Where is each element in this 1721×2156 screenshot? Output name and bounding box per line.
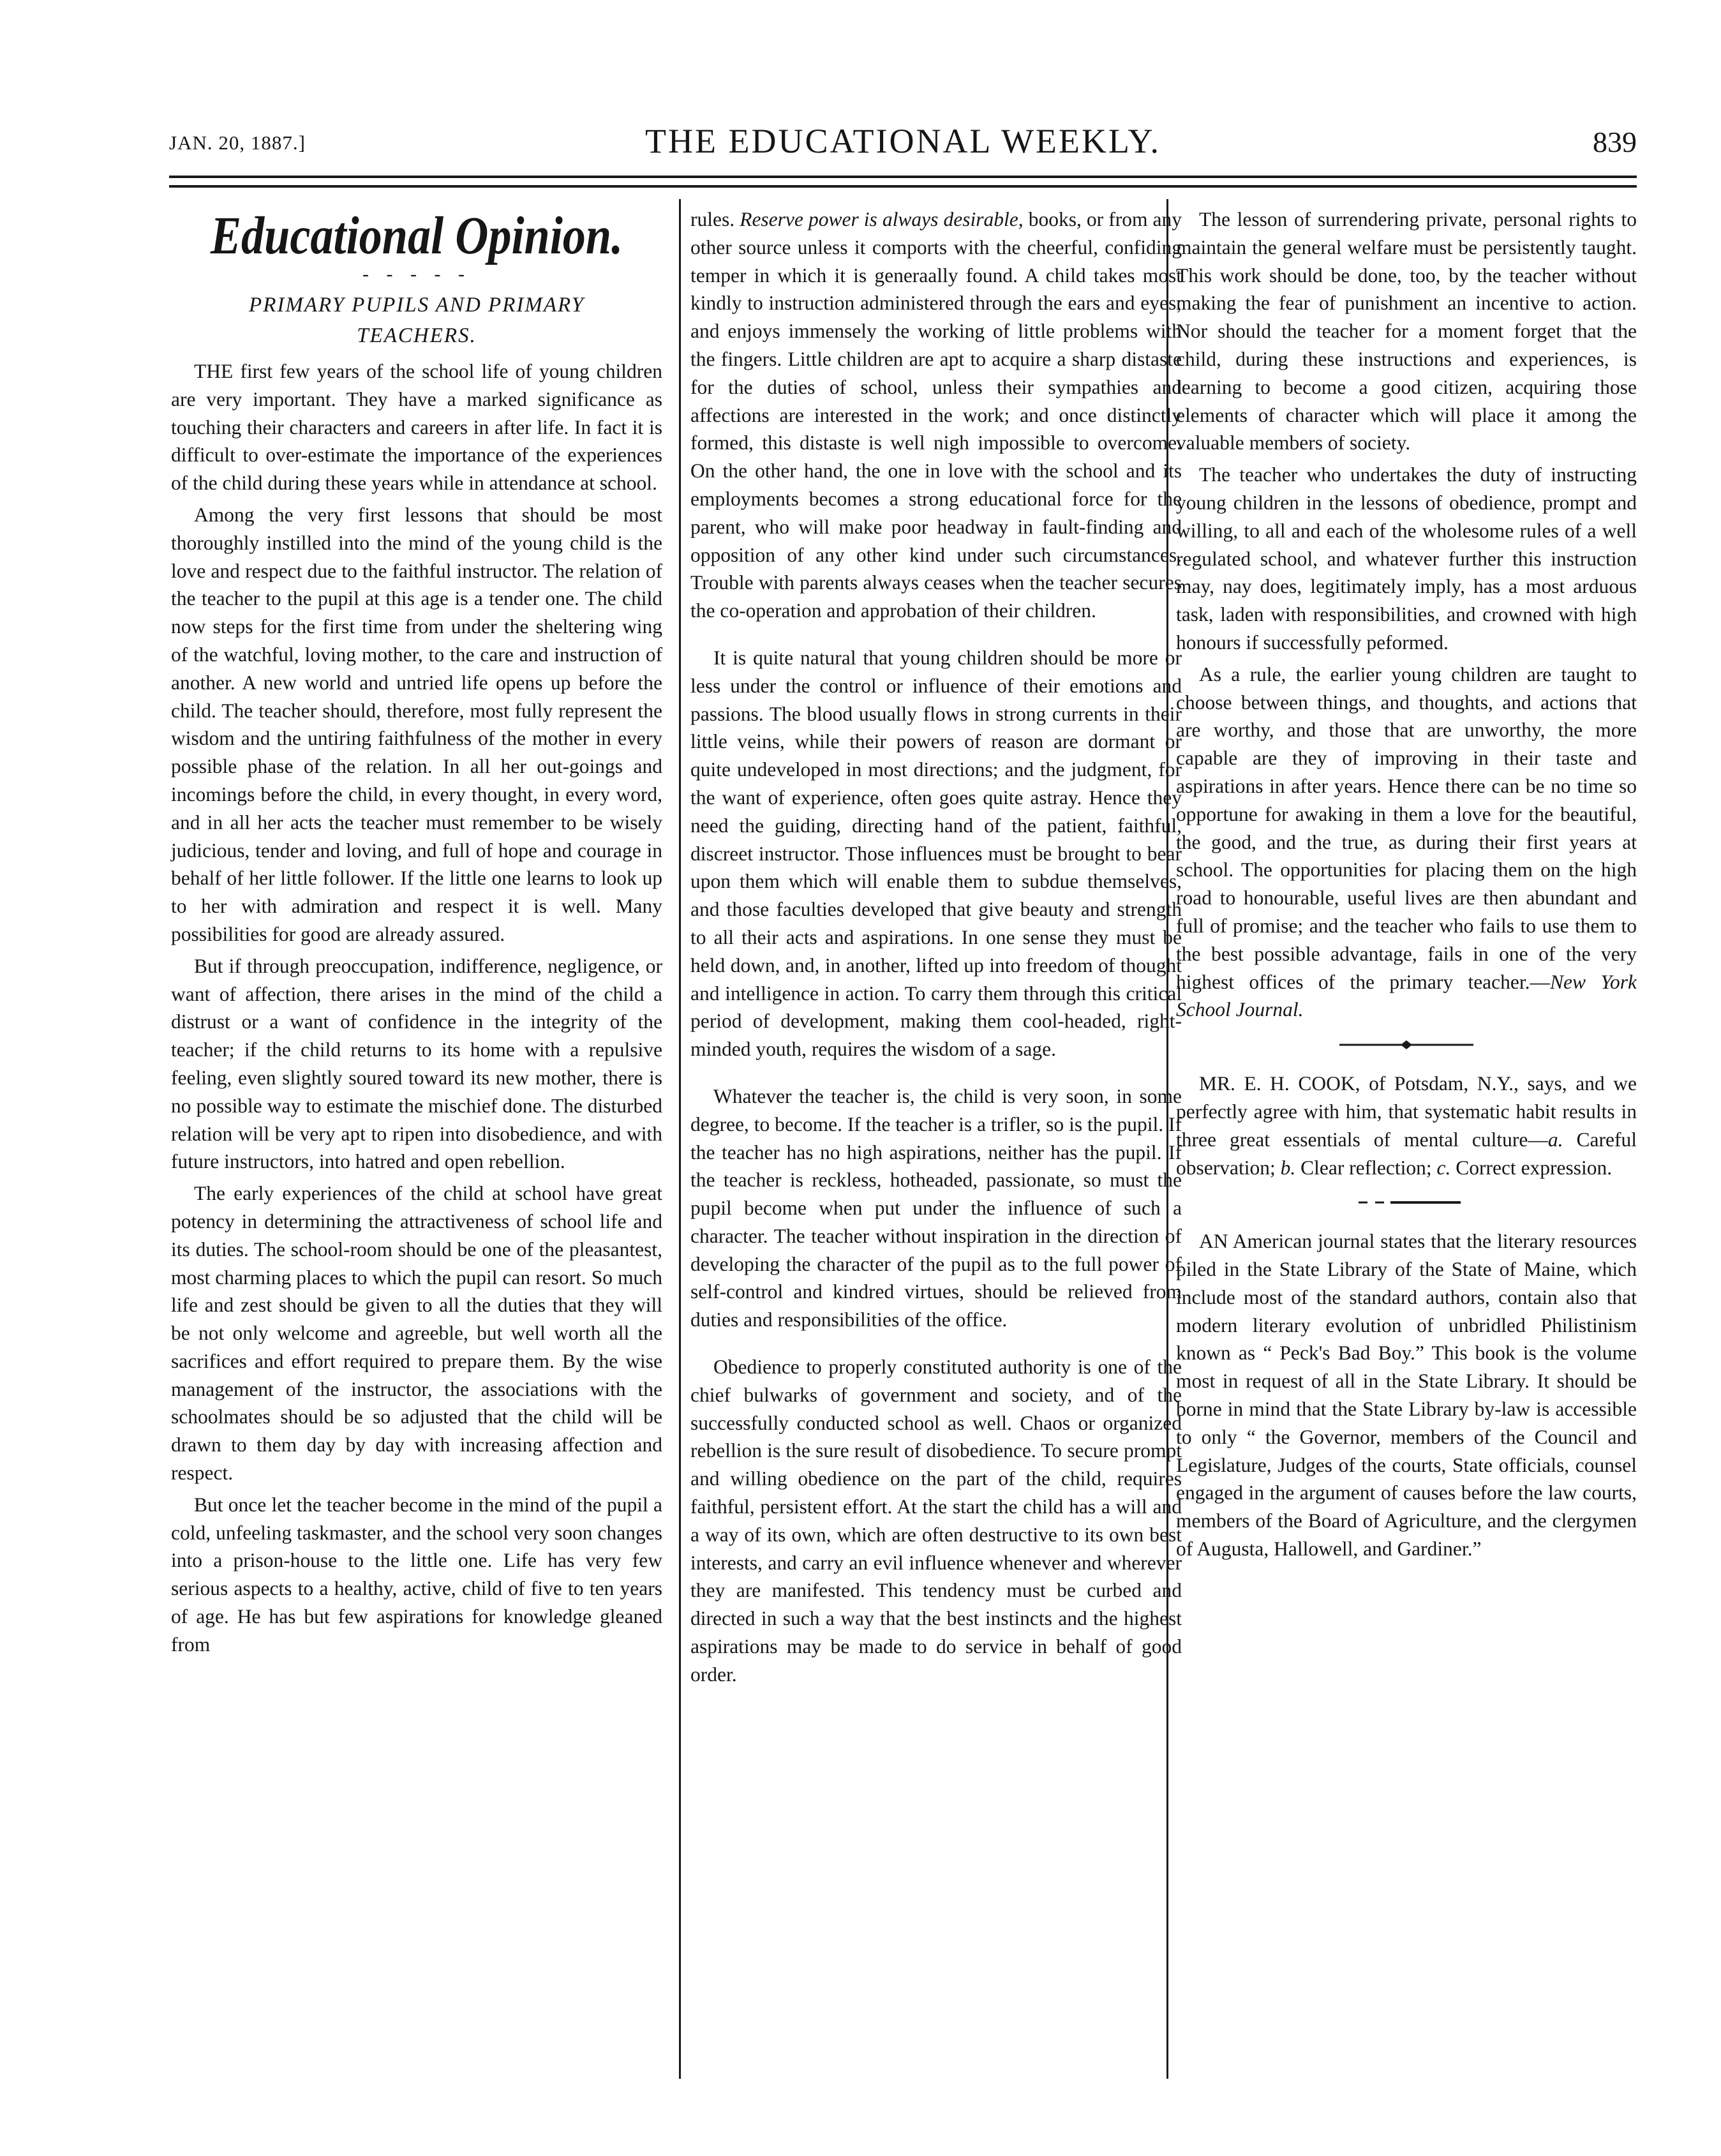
article-paragraph: THE first few years of the school life of young children are very important. They have a marked significance as touching their characters and careers in after life. In fact it is difficult to over-estimate the importance of the experiences of the child during these years while in attendance at school. — [171, 360, 662, 495]
page-header — [169, 121, 1637, 166]
article-paragraph: The early experiences of the child at school have great potency in determining the attractiveness of school life and its duties. The school-room should be one of the pleasantest, most charming places to which the pupil can resort. So much life and zest should be given to all the duties that they will be not only welcome and agreeble, but well worth all the sacrifices and effort required to prepare them. By the wise management of the instructor, the associations with the schoolmates should be so adjusted that the child will be drawn to them day by day with increasing affection and respect. — [171, 1182, 662, 1485]
article-paragraph: The lesson of surrendering private, personal rights to maintain the general welfare must be persistently taught. This work should be done, too, by the teacher without making the fear of punishment an incentive to action. Nor should the teacher for a moment forget that the child, during these instructions and experiences, is learning to become a good citizen, acquiring those elements of character which will place it among the valuable members of society. — [1176, 208, 1637, 454]
section-dashes: - - - - - — [362, 264, 471, 285]
article-paragraph: The teacher who undertakes the duty of instructing young children in the lessons of obedience, prompt and willing, to all and each of the wholesome rules of a well regulated school, and whatever further this instruction may, nay does, legitimately imply, has a most arduous task, laden with responsibilities, and crowned with high honours if successfully peformed. — [1176, 463, 1637, 654]
column-2 — [690, 206, 1182, 1693]
article-title — [171, 290, 662, 351]
article-title-line-2: TEACHERS. — [357, 324, 477, 347]
article-paragraph-continued: rules. Reserve power is always desirable, books, or from any other source unless it comports with the cheerful, confiding temper in which it is generaally found. A child takes most kindly to instruction administered through the ears and eyes; and enjoys immensely the working of little problems with the fingers. Little children are apt to acquire a sharp distaste for the duties of school, unless their sympathies and affections are interested in the work; and once distinctly formed, this distaste is well nigh impossible to overcome. On the other hand, the one in love with the school and its employments becomes a strong educational force for the parent, who will make poor headway in fault-finding and opposition of any other kind under such circumstances. Trouble with parents always ceases when the teacher secures the co-operation and approbation of their children. — [690, 208, 1182, 622]
ornamental-separator — [1339, 1039, 1473, 1051]
article-paragraph: Obedience to properly constituted authority is one of the chief bulwarks of government and society, and of the successfully conducted school as well. Chaos or organized rebellion is the sure result of disobedience. To secure prompt and willing obedience on the part of the child, requires faithful, persistent effort. At the start the child has a will and a way of its own, which are often destructive to its own best interests, and carry an evil influence whenever and wherever they are manifested. This tendency must be curbed and directed in such a way that the best instincts and the highest aspirations may be made to do service in behalf of good order. — [690, 1356, 1182, 1686]
article-title-line-1: PRIMARY PUPILS AND PRIMARY — [249, 294, 585, 317]
article-paragraph: It is quite natural that young children should be more or less under the control or influence of their emotions and passions. The blood usually flows in strong currents in their little veins, while their powers of reason are dormant or quite undeveloped in most directions; and the judgment, for the want of experience, often goes quite astray. Hence they need the guiding, directing hand of the patient, faithful, discreet instructor. Those influences must be brought to bear upon them which will enable them to subdue themselves, and those faculties developed that give beauty and strength to all their acts and aspirations. In one sense they must be held down, and, in another, lifted up into freedom of thought and intelligence in action. To carry them through this critical period of development, making them cool-headed, right-minded youth, requires the wisdom of a sage. — [690, 646, 1182, 1061]
article-paragraph: Among the very first lessons that should be most thoroughly instilled into the mind of the young child is the love and respect due to the faithful instructor. The relation of the teacher to the pupil at this age is a tender one. The child now steps for the first time from under the sheltering wing of the watchful, loving mother, to the care and instruction of another. A new world and untried life opens up before the child. The teacher should, therefore, most fully represent the wisdom and the untiring faithfulness of the mother in every possible phase of the relation. In all her out-goings and incomings before the child, in every thought, in every word, and in all her acts the teacher must remember to be wisely judicious, tender and loving, and full of hope and courage in behalf of her little follower. If the little one learns to look up to her with admiration and respect it is well. Many possibilities for good are already assured. — [171, 503, 662, 945]
column-3 — [1176, 206, 1637, 1567]
maine-note: AN American journal states that the literary resources piled in the State Library of the State of Maine, which include most of the standard authors, contain also that modern literary evolution of unbridled Philistinism known as “ Peck's Bad Boy.” This book is the volume most in request of all in the State Library. It should be borne in mind that the State Library by-law is accessible to only “ the Governor, members of the Council and Legislature, Judges of the courts, State officials, counsel engaged in the argument of causes before the law courts, members of the Board of Agriculture, and the clergymen of Augusta, Hallowell, and Gardiner.” — [1176, 1230, 1637, 1561]
section-title: Educational Opinion. — [210, 206, 623, 266]
drop-lead-word: THE — [194, 360, 234, 382]
cook-note-lead: MR. E. H. COOK, — [1199, 1072, 1360, 1095]
article-paragraph: Whatever the teacher is, the child is very soon, in some degree, to become. If the teacher is a trifler, so is the pupil. If the teacher has no high aspirations, neither has the pupil. If the teacher is reckless, hotheaded, passionate, so must the pupil become when put under the influence of such a character. The teacher without inspiration in the direction of developing the character of the pupil as to the full power of self-control and kindred virtues, should be relieved from duties and responsibilities of the office. — [690, 1084, 1182, 1331]
article-paragraph: As a rule, the earlier young children are taught to choose between things, and thoughts, and actions that are worthy, and those that are unworthy, the more capable are they of improving in their taste and aspirations in after years. Hence there can be no time so opportune for awaking in them a love for the beautiful, the good, and the true, as during their first years at school. The opportunities for placing them on the high road to honourable, useful lives are then abundant and full of promise; and the teacher who fails to use them to the best possible advantage, fails in one of the very highest offices of the primary teacher.—New York School Journal. — [1176, 663, 1637, 1021]
publication-title: THE EDUCATIONAL WEEKLY. — [645, 122, 1161, 160]
maine-note-lead: AN — [1199, 1230, 1228, 1253]
article-source: New York School Journal. — [1176, 970, 1637, 1021]
header-rule-bottom — [169, 185, 1637, 188]
column-1 — [171, 206, 662, 1663]
article-paragraph: But if through preoccupation, indifference, negligence, or want of affection, there arises in the mind of the child a distrust or a want of confidence in the integrity of the teacher; if the child returns to its home with a repulsive feeling, even slightly soured toward its new mother, there is no possible way to estimate the mischief done. The disturbed relation will be very apt to ripen into disobedience, and with future instructors, into hatred and open rebellion. — [171, 954, 662, 1173]
cook-note: MR. E. H. COOK, of Potsdam, N.Y., says, and we perfectly agree with him, that systematic habit results in three great essentials of mental culture—a. Careful observation; b. Clear reflection; c. Correct expression. — [1176, 1072, 1637, 1179]
column-divider-left — [679, 199, 681, 2079]
dash-separator — [1339, 1197, 1473, 1208]
issue-date: JAN. 20, 1887.] — [169, 131, 306, 154]
article-paragraph: But once let the teacher become in the mind of the pupil a cold, unfeeling taskmaster, and the school very soon changes into a prison-house to the little one. Life has very few serious aspects to a healthy, active, child of five to ten years of age. He has but few aspirations for knowledge gleaned from — [171, 1493, 662, 1656]
page-number: 839 — [1593, 126, 1637, 158]
header-rule-top — [169, 176, 1637, 178]
